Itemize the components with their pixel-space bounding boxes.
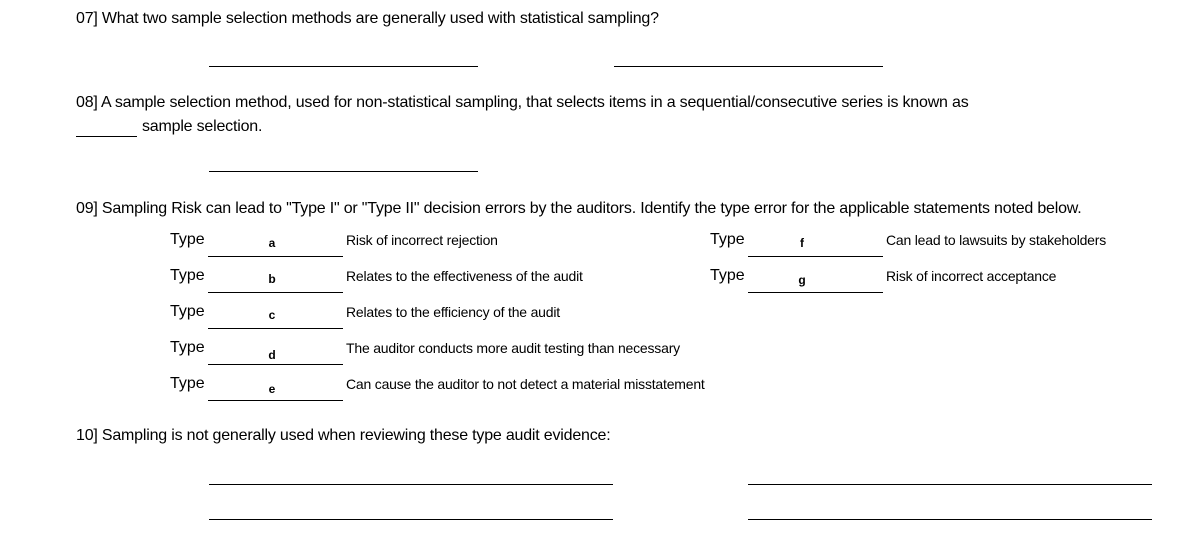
type-label: Type [170, 339, 205, 356]
type-answer-line-e[interactable] [208, 400, 343, 401]
answer-letter-e: e [268, 382, 276, 396]
statement-a: Risk of incorrect rejection [346, 232, 498, 248]
type-label: Type [710, 231, 745, 248]
answer-line-10-b[interactable] [748, 484, 1152, 485]
type-answer-line-f[interactable] [748, 256, 883, 257]
question-08-line2: sample selection. [142, 118, 263, 135]
answer-line-10-d[interactable] [748, 519, 1152, 520]
answer-line-07-a[interactable] [209, 66, 478, 67]
question-08-line1: 08] A sample selection method, used for non-statistical sampling, that selects items in a sequential/consecutive series is known as [76, 94, 969, 111]
statement-b: Relates to the effectiveness of the audit [346, 268, 583, 284]
type-answer-line-b[interactable] [208, 292, 343, 293]
type-answer-line-a[interactable] [208, 256, 343, 257]
type-label: Type [170, 375, 205, 392]
answer-line-08[interactable] [209, 171, 478, 172]
answer-line-07-b[interactable] [614, 66, 883, 67]
answer-line-10-a[interactable] [209, 484, 613, 485]
question-09: 09] Sampling Risk can lead to "Type I" or "Type II" decision errors by the auditors. Identify the type error for the applicable statements noted below. [76, 200, 1082, 217]
type-answer-line-g[interactable] [748, 292, 883, 293]
type-answer-line-d[interactable] [208, 364, 343, 365]
type-answer-line-c[interactable] [208, 328, 343, 329]
answer-line-10-c[interactable] [209, 519, 613, 520]
type-label: Type [710, 267, 745, 284]
answer-letter-g: g [798, 273, 806, 287]
answer-letter-d: d [268, 348, 276, 362]
type-label: Type [170, 231, 205, 248]
answer-letter-c: c [268, 308, 276, 322]
question-10: 10] Sampling is not generally used when reviewing these type audit evidence: [76, 427, 611, 444]
answer-letter-f: f [800, 236, 804, 250]
answer-letter-b: b [268, 272, 276, 286]
type-label: Type [170, 267, 205, 284]
type-label: Type [170, 303, 205, 320]
statement-c: Relates to the efficiency of the audit [346, 304, 560, 320]
answer-letter-a: a [268, 236, 276, 250]
inline-blank-08[interactable] [76, 136, 137, 137]
question-07: 07] What two sample selection methods are generally used with statistical sampling? [76, 10, 659, 27]
statement-f: Can lead to lawsuits by stakeholders [886, 232, 1107, 248]
statement-g: Risk of incorrect acceptance [886, 268, 1057, 284]
statement-e: Can cause the auditor to not detect a material misstatement [346, 376, 705, 392]
statement-d: The auditor conducts more audit testing than necessary [346, 340, 680, 356]
